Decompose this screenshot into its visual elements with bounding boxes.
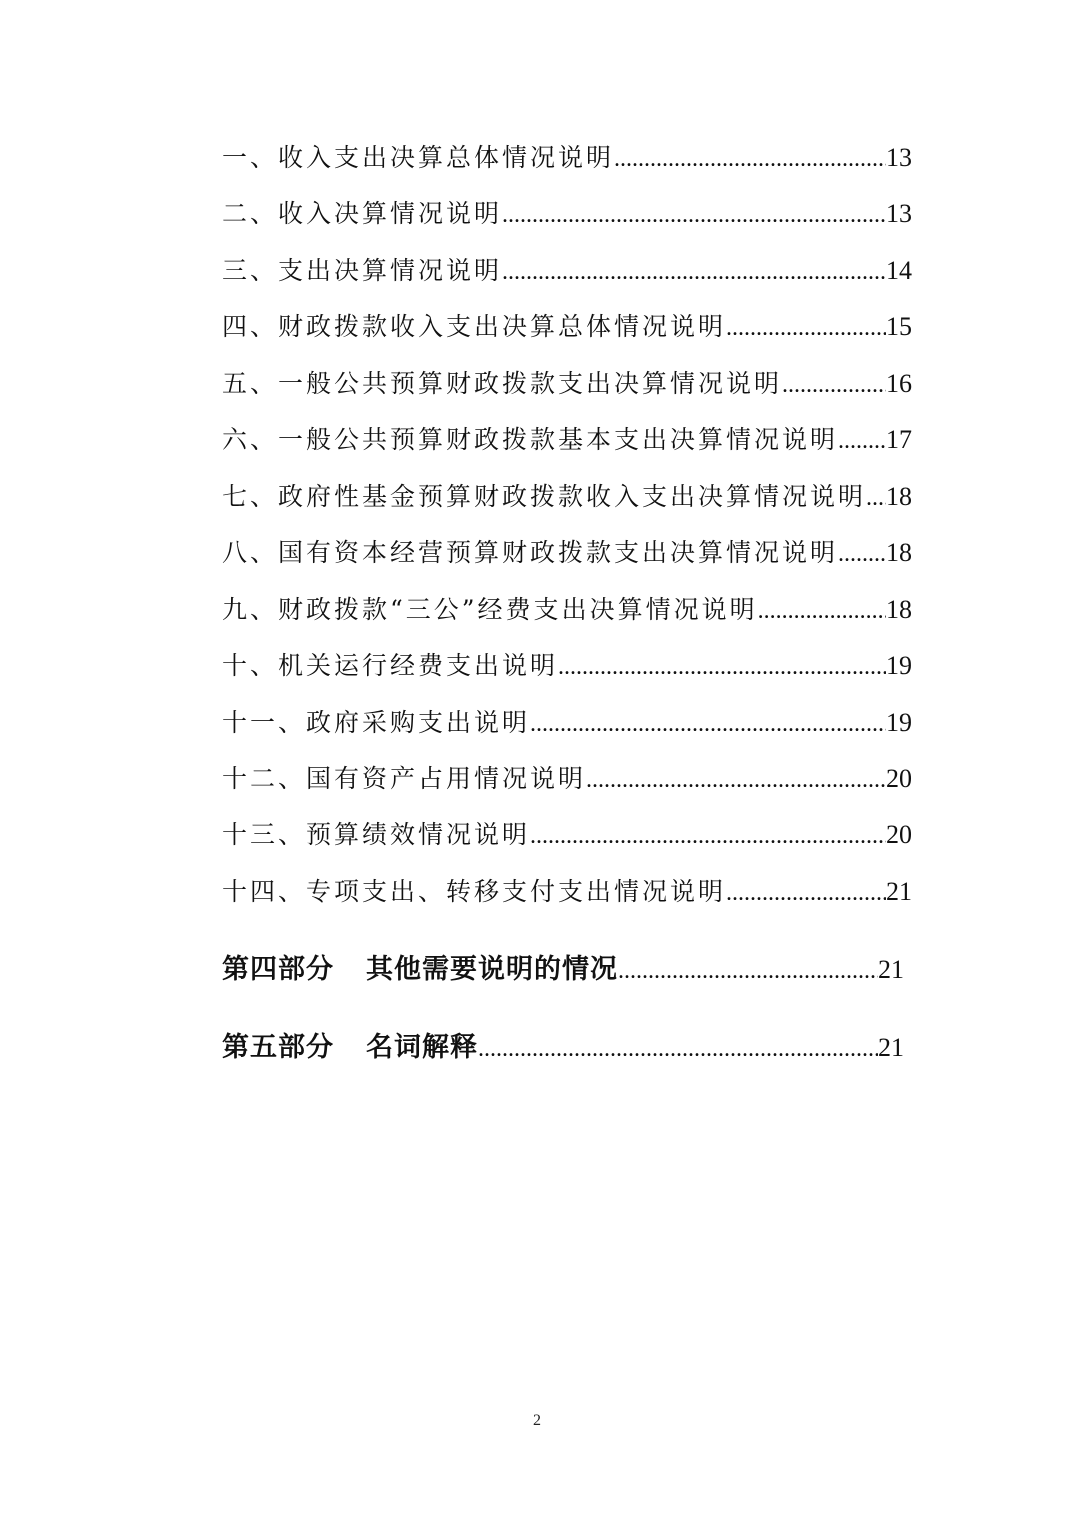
toc-entry[interactable] — [222, 420, 912, 460]
toc-entry-title: 十一、政府采购支出说明 — [222, 708, 531, 737]
page-number: 2 — [533, 1412, 541, 1429]
toc-dot-leader — [558, 647, 886, 687]
toc-entry-title: 十四、专项支出、转移支付支出情况说明 — [222, 877, 727, 906]
toc-entry[interactable] — [222, 364, 912, 404]
toc-entry[interactable] — [222, 815, 912, 855]
toc-entry[interactable] — [222, 138, 912, 178]
toc-entry-title: 一、收入支出决算总体情况说明 — [222, 143, 615, 172]
toc-entry-title: 十二、国有资产占用情况说明 — [222, 764, 587, 793]
toc-dot-leader — [614, 139, 886, 179]
toc-part-label — [222, 1028, 478, 1068]
toc-entry-title: 八、国有资本经营预算财政拨款支出决算情况说明 — [222, 538, 839, 567]
toc-part-label — [222, 950, 618, 990]
toc-dot-leader — [726, 873, 886, 913]
toc-entry-page: 21 — [886, 877, 912, 906]
toc-part-title: 名词解释 — [366, 1032, 478, 1063]
toc-entry[interactable] — [222, 872, 912, 912]
toc-entry[interactable] — [222, 194, 912, 234]
toc-entry-title: 十、机关运行经费支出说明 — [222, 651, 559, 680]
toc-entry[interactable] — [222, 590, 912, 630]
toc-dot-leader — [478, 1029, 878, 1069]
toc-entry-title: 二、收入决算情况说明 — [222, 199, 503, 228]
toc-entry-page: 13 — [886, 143, 912, 172]
toc-entry-title: 十三、预算绩效情况说明 — [222, 820, 531, 849]
toc-dot-leader — [618, 951, 878, 991]
toc-entry[interactable] — [222, 477, 912, 517]
toc-entry-page: 17 — [886, 425, 912, 454]
toc-entry-page: 18 — [886, 595, 912, 624]
toc-entry-page: 20 — [886, 820, 912, 849]
toc-entry-title: 九、财政拨款“三公”经费支出决算情况说明 — [222, 595, 758, 624]
toc-entry-page: 19 — [886, 708, 912, 737]
toc-part-page: 21 — [878, 1033, 904, 1062]
toc-entry[interactable] — [222, 307, 912, 347]
toc-dot-leader — [502, 252, 886, 292]
toc-entry-page: 18 — [886, 538, 912, 567]
toc-entry[interactable] — [222, 646, 912, 686]
toc-entry[interactable] — [222, 703, 912, 743]
toc-dot-leader — [758, 591, 886, 631]
toc-entry-page: 13 — [886, 199, 912, 228]
toc-entry-page: 18 — [886, 482, 912, 511]
toc-part-title: 其他需要说明的情况 — [366, 954, 618, 985]
toc-entry-page: 20 — [886, 764, 912, 793]
toc-entry-title: 四、财政拨款收入支出决算总体情况说明 — [222, 312, 727, 341]
toc-dot-leader — [866, 478, 886, 518]
toc-dot-leader — [782, 365, 886, 405]
toc-entry[interactable] — [222, 251, 912, 291]
toc-dot-leader — [530, 816, 886, 856]
toc-dot-leader — [726, 308, 886, 348]
toc-dot-leader — [530, 704, 886, 744]
toc-entry-page: 16 — [886, 369, 912, 398]
toc-dot-leader — [586, 760, 886, 800]
toc-part-number: 第四部分 — [222, 954, 334, 985]
toc-entry[interactable] — [222, 759, 912, 799]
toc-dot-leader — [838, 421, 886, 461]
toc-entry[interactable] — [222, 533, 912, 573]
toc-part-entry[interactable] — [222, 950, 904, 990]
toc-part-number: 第五部分 — [222, 1032, 334, 1063]
toc-dot-leader — [502, 195, 886, 235]
toc-entry-title: 五、一般公共预算财政拨款支出决算情况说明 — [222, 369, 783, 398]
toc-entry-page: 14 — [886, 256, 912, 285]
toc-entry-title: 三、支出决算情况说明 — [222, 256, 503, 285]
toc-entry-title: 七、政府性基金预算财政拨款收入支出决算情况说明 — [222, 482, 867, 511]
toc-entry-page: 15 — [886, 312, 912, 341]
toc-entry-title: 六、一般公共预算财政拨款基本支出决算情况说明 — [222, 425, 839, 454]
toc-part-entry[interactable] — [222, 1028, 904, 1068]
toc-part-page: 21 — [878, 955, 904, 984]
toc-dot-leader — [838, 534, 886, 574]
toc-entry-page: 19 — [886, 651, 912, 680]
